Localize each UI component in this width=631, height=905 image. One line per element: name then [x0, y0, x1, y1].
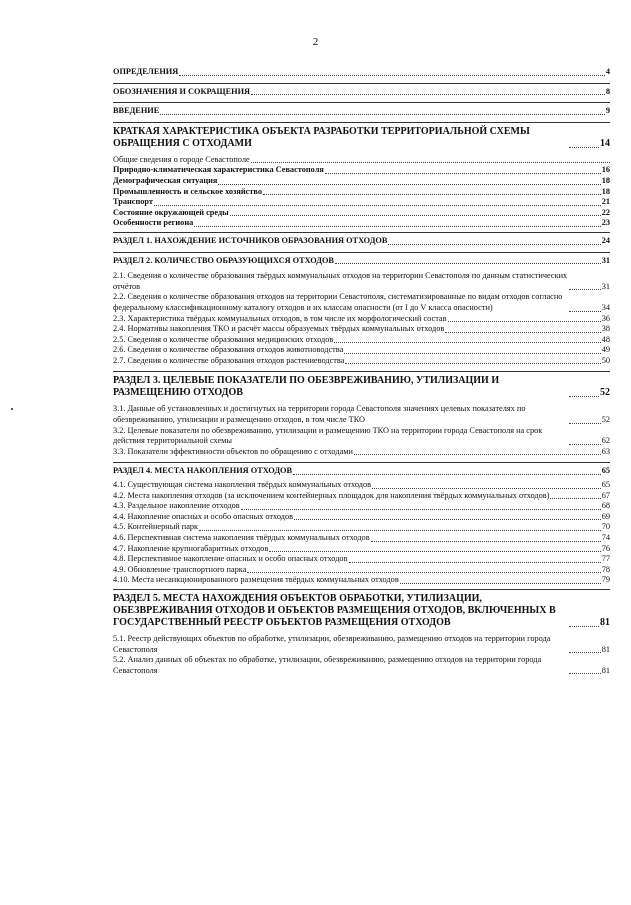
dot-leader — [372, 488, 601, 489]
toc-entry-page-number: 62 — [601, 436, 610, 446]
dot-leader — [448, 321, 601, 322]
toc-entry-page-number: 34 — [601, 302, 610, 312]
toc-entry-title: 2.6. Сведения о количестве образования отходов животноводства — [113, 345, 344, 355]
toc-entry[interactable] — [113, 491, 610, 502]
toc-entry-page-number: 14 — [600, 137, 610, 149]
toc-entry-title: ВВЕДЕНИЕ — [113, 106, 160, 116]
toc-entry-page-number: 31 — [601, 281, 610, 291]
dot-leader — [263, 194, 601, 195]
toc-entry[interactable] — [113, 218, 610, 229]
toc-entry-page-number: 16 — [601, 165, 610, 175]
dot-leader — [269, 551, 600, 552]
dot-leader — [335, 263, 601, 264]
dot-leader — [569, 444, 601, 445]
toc-entry[interactable] — [113, 187, 610, 198]
toc-entry-title: Состояние окружающей среды — [113, 207, 229, 217]
dot-leader — [569, 147, 599, 148]
toc-entry-page-number: 69 — [601, 511, 610, 521]
dot-leader — [251, 162, 610, 163]
dot-leader — [445, 332, 600, 333]
toc-entry[interactable] — [113, 593, 610, 629]
toc-entry-title: ОБОЗНАЧЕНИЯ И СОКРАЩЕНИЯ — [113, 86, 251, 96]
toc-entry-page-number: 76 — [601, 543, 610, 553]
dot-leader — [550, 498, 600, 499]
dot-leader — [293, 474, 601, 475]
toc-entry[interactable] — [113, 655, 610, 676]
dot-leader — [388, 244, 600, 245]
toc-entry-page-number: 78 — [601, 564, 610, 574]
toc-entry-page-number: 4 — [605, 67, 610, 76]
toc-entry-page-number: 8 — [605, 86, 610, 96]
toc-entry-title: 2.3. Характеристика твёрдых коммунальных отходов, в том числе их морфологический состав — [113, 313, 447, 323]
toc-entry-title: Транспорт — [113, 197, 153, 207]
toc-entry-page-number: 21 — [601, 197, 610, 207]
dot-leader — [569, 626, 599, 627]
toc-entry-title: 5.1. Реестр действующих объектов по обработке, утилизации, обезвреживанию, размещению отходов на территории города Севастополя — [113, 633, 551, 654]
toc-entry[interactable] — [113, 176, 610, 187]
toc-entry-title: 2.7. Сведения о количестве образования отходов растениеводства — [113, 355, 345, 365]
toc-entry-title: 3.1. Данные об установленных и достигнутых на территории города Севастополя значениях целевых показателях по обезвреживанию, утилизации и размещению отходов, в том числе ТКО — [113, 404, 526, 425]
toc-entry[interactable] — [113, 480, 610, 491]
toc-entry-page-number: 81 — [601, 665, 610, 675]
dot-leader — [230, 215, 601, 216]
toc-entry[interactable] — [113, 466, 610, 477]
dot-leader — [345, 363, 600, 364]
toc-entry-title: РАЗДЕЛ 5. МЕСТА НАХОЖДЕНИЯ ОБЪЕКТОВ ОБРАБОТКИ, УТИЛИЗАЦИИ, ОБЕЗВРЕЖИВАНИЯ ОТХОДОВ И ОБЪЕКТОВ РАЗМЕЩЕНИЯ ОТХОДОВ, ВКЛЮЧЕННЫХ В ГОСУДАРСТВЕННЫЙ РЕЕСТР ОБЪЕКТОВ РАЗМЕЩЕНИЯ ОТХОДОВ — [113, 592, 556, 628]
toc-entry[interactable] — [113, 335, 610, 346]
toc-entry[interactable] — [113, 155, 610, 166]
toc-entry-title: 4.4. Накопление опасных и особо опасных отходов — [113, 511, 294, 521]
toc-entry-page-number: 68 — [601, 501, 610, 511]
dot-leader — [349, 562, 601, 563]
dot-leader — [334, 342, 600, 343]
toc-entry-title: 4.7. Накопление крупногабаритных отходов — [113, 543, 269, 553]
toc-entry-page-number: 65 — [601, 480, 610, 490]
toc-entry[interactable] — [113, 575, 610, 586]
toc-entry-page-number: 49 — [601, 345, 610, 355]
toc-entry-title: Демографическая ситуация — [113, 175, 218, 185]
toc-entry-title: 4.6. Перспективная система накопления твёрдых коммунальных отходов — [113, 533, 370, 542]
toc-entry-title: КРАТКАЯ ХАРАКТЕРИСТИКА ОБЪЕКТА РАЗРАБОТКИ ТЕРРИТОРИАЛЬНОЙ СХЕМЫ ОБРАЩЕНИЯ С ОТХОДАМИ — [113, 125, 530, 149]
toc-entry[interactable] — [113, 67, 610, 78]
dot-leader — [154, 205, 601, 206]
dot-leader — [569, 652, 601, 653]
toc-entry[interactable] — [113, 236, 610, 247]
toc-entry-title: РАЗДЕЛ 2. КОЛИЧЕСТВО ОБРАЗУЮЩИХСЯ ОТХОДОВ — [113, 255, 334, 265]
toc-entry[interactable] — [113, 544, 610, 555]
toc-entry-page-number: 36 — [601, 313, 610, 323]
toc-entry-title: РАЗДЕЛ 1. НАХОЖДЕНИЕ ИСТОЧНИКОВ ОБРАЗОВАНИЯ ОТХОДОВ — [113, 235, 388, 245]
toc-entry-title: Общие сведения о городе Севастополе — [113, 154, 250, 164]
dot-leader — [400, 583, 601, 584]
toc-entry-title: Промышленность и сельское хозяйство — [113, 186, 262, 196]
dot-leader — [569, 673, 601, 674]
toc-entry[interactable] — [113, 375, 610, 399]
toc-entry[interactable] — [113, 126, 610, 150]
toc-entry-title: Особенности региона — [113, 218, 194, 228]
dot-leader — [194, 226, 600, 227]
dot-leader — [569, 396, 599, 397]
toc-entry[interactable] — [113, 197, 610, 208]
toc-entry-page-number: 81 — [601, 644, 610, 654]
scan-speck — [11, 408, 13, 410]
toc-entry-page-number: 63 — [601, 446, 610, 456]
toc-entry-title: 4.10. Места несанкционированного размещения твёрдых коммунальных отходов — [113, 575, 399, 585]
dot-leader — [218, 184, 600, 185]
toc-entry[interactable] — [113, 208, 610, 219]
toc-entry[interactable] — [113, 345, 610, 356]
toc-entry-page-number: 23 — [601, 218, 610, 228]
toc-entry-page-number: 52 — [600, 387, 610, 399]
toc-entry-page-number: 77 — [601, 554, 610, 564]
toc-entry-title: 4.2. Места накопления отходов (за исключением контейнерных площадок для накопления твёрдых коммунальных отходов) — [113, 490, 550, 500]
toc-entry[interactable] — [113, 565, 610, 576]
dot-leader — [354, 454, 601, 455]
toc-entry-page-number: 18 — [601, 186, 610, 196]
toc-entry-title: 3.3. Показатели эффективности объектов по обращению с отходами — [113, 446, 353, 456]
toc-entry-title: Природно-климатическая характеристика Севастополя — [113, 165, 324, 175]
toc-entry-page-number: 22 — [601, 207, 610, 217]
toc-entry-title: 2.2. Сведения о количестве образования отходов на территории Севастополя, систематизированные по видам отходов согласно федеральному классификационному каталогу отходов и их классам опасности (от I до V класса опасности) — [113, 292, 563, 312]
toc-entry[interactable] — [113, 404, 610, 425]
dot-leader — [569, 423, 601, 424]
toc-entry[interactable] — [113, 271, 610, 292]
toc-entry[interactable] — [113, 512, 610, 523]
dot-leader — [251, 94, 605, 95]
toc-entry[interactable] — [113, 87, 610, 98]
toc-entry-page-number: 74 — [601, 533, 610, 542]
table-of-contents — [113, 67, 610, 676]
toc-entry-page-number: 52 — [601, 415, 610, 425]
dot-leader — [325, 173, 601, 174]
dot-leader — [569, 289, 601, 290]
dot-leader — [179, 75, 605, 76]
toc-entry-page-number: 50 — [601, 355, 610, 365]
toc-entry-title: 3.2. Целевые показатели по обезвреживанию, утилизации и размещению ТКО на территории города Севастополя на срок действия территориальной схемы — [113, 425, 543, 446]
toc-entry-page-number: 70 — [601, 522, 610, 532]
dot-leader — [371, 541, 601, 542]
toc-entry[interactable] — [113, 324, 610, 335]
toc-entry[interactable] — [113, 165, 610, 176]
dot-leader — [344, 353, 600, 354]
toc-entry-page-number: 24 — [601, 235, 610, 245]
toc-entry-page-number: 81 — [600, 616, 610, 628]
toc-entry[interactable] — [113, 533, 610, 544]
toc-entry-page-number: 79 — [601, 575, 610, 585]
toc-entry-title: 2.4. Нормативы накопления ТКО и расчёт массы образуемых твёрдых коммунальных отходов — [113, 324, 445, 334]
toc-entry-page-number: 31 — [601, 255, 610, 265]
toc-entry[interactable] — [113, 522, 610, 533]
toc-entry-title: 2.1. Сведения о количестве образования твёрдых коммунальных отходов на территории Севастополя по данным статистических отчётов — [113, 271, 568, 291]
page-number: 2 — [312, 36, 319, 48]
toc-entry-page-number: 38 — [601, 324, 610, 334]
toc-entry[interactable] — [113, 634, 610, 655]
toc-entry-title: 4.8. Перспективное накопление опасных и особо опасных отходов — [113, 554, 348, 564]
toc-entry-title: 4.9. Обновление транспортного парка — [113, 564, 247, 574]
toc-entry-title: 4.1. Существующая система накопления твёрдых коммунальных отходов — [113, 480, 372, 490]
toc-entry-page-number: 9 — [605, 106, 610, 116]
toc-entry-title: РАЗДЕЛ 4. МЕСТА НАКОПЛЕНИЯ ОТХОДОВ — [113, 466, 293, 476]
toc-entry[interactable] — [113, 426, 610, 447]
toc-entry[interactable] — [113, 106, 610, 117]
toc-entry[interactable] — [113, 256, 610, 267]
toc-entry-title: 4.3. Раздельное накопление отходов — [113, 501, 240, 511]
dot-leader — [247, 572, 600, 573]
dot-leader — [294, 519, 601, 520]
toc-entry-title: 5.2. Анализ данных об объектах по обработке, утилизации, обезвреживанию, размещению отходов на территории города Севастополя — [113, 655, 542, 675]
toc-entry[interactable] — [113, 314, 610, 325]
toc-entry[interactable] — [113, 356, 610, 367]
toc-entry[interactable] — [113, 292, 610, 313]
toc-entry[interactable] — [113, 447, 610, 458]
toc-entry-title: 2.5. Сведения о количестве образования медицинских отходов — [113, 334, 334, 344]
toc-entry-page-number: 18 — [601, 175, 610, 185]
toc-entry-title: 4.5. Контейнерный парк — [113, 522, 199, 532]
toc-entry[interactable] — [113, 501, 610, 512]
toc-entry-page-number: 65 — [601, 466, 610, 476]
dot-leader — [199, 530, 601, 531]
toc-entry-page-number: 67 — [601, 490, 610, 500]
dot-leader — [569, 311, 601, 312]
toc-entry-page-number: 48 — [601, 334, 610, 344]
toc-entry[interactable] — [113, 554, 610, 565]
toc-entry-title: ОПРЕДЕЛЕНИЯ — [113, 67, 179, 76]
dot-leader — [160, 114, 605, 115]
toc-entry-title: РАЗДЕЛ 3. ЦЕЛЕВЫЕ ПОКАЗАТЕЛИ ПО ОБЕЗВРЕЖИВАНИЮ, УТИЛИЗАЦИИ И РАЗМЕЩЕНИЮ ОТХОДОВ — [113, 375, 500, 399]
dot-leader — [241, 509, 601, 510]
